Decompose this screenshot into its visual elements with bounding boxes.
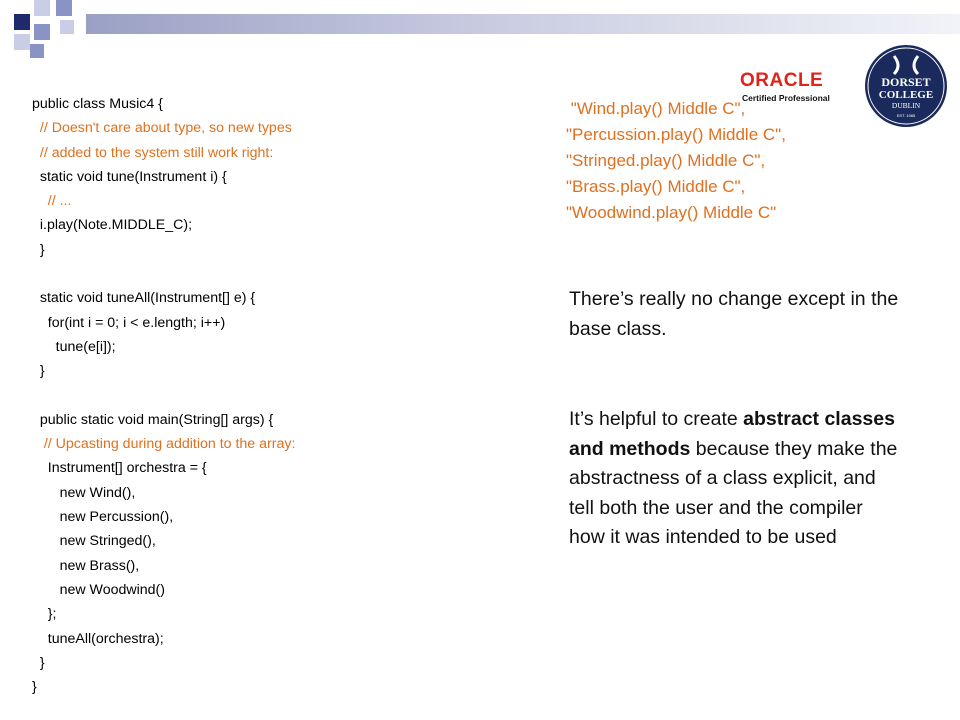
code-line: tuneAll(orchestra);: [32, 630, 164, 647]
crest-line-2: COLLEGE: [878, 89, 934, 101]
code-comment-line: // added to the system still work right:: [32, 144, 274, 161]
dorset-college-crest: [864, 44, 948, 128]
code-line: new Brass(),: [32, 557, 140, 574]
oracle-wordmark: ORACLE: [740, 70, 824, 91]
code-line: static void tune(Instrument i) {: [32, 168, 227, 185]
code-line: [32, 384, 295, 408]
code-line: new Wind(),: [32, 484, 136, 501]
code-line: Instrument[] orchestra = {: [32, 460, 207, 477]
code-line: public static void main(String[] args) {: [32, 411, 274, 428]
corner-square-light: [34, 0, 50, 16]
crest-line-1: DORSET: [881, 75, 931, 89]
oracle-certified-logo: [740, 70, 844, 110]
code-line: [32, 262, 295, 286]
code-line: public class Music4 {: [32, 96, 163, 112]
code-listing: [32, 92, 295, 699]
corner-square-navy: [14, 14, 30, 30]
crest-line-3: DUBLIN: [891, 101, 921, 110]
output-line: "Brass.play() Middle C",: [566, 177, 746, 196]
code-comment-line: // ...: [32, 193, 72, 210]
code-line: }: [32, 679, 37, 696]
code-line: i.play(Note.MIDDLE_C);: [32, 217, 193, 234]
code-comment-line: // Upcasting during addition to the array:: [32, 436, 296, 453]
output-line: "Wind.play() Middle C",: [566, 99, 746, 118]
output-line: "Stringed.play() Middle C",: [566, 151, 766, 170]
crest-line-4: EST. 1985: [896, 113, 916, 118]
code-line: tune(e[i]);: [32, 338, 116, 355]
code-comment-line: // Doesn't care about type, so new types: [32, 120, 292, 137]
para2-bold: abstract classes and methods: [569, 408, 895, 460]
corner-square-mid: [30, 44, 44, 58]
code-line: }: [32, 241, 45, 258]
output-line: "Woodwind.play() Middle C": [566, 203, 777, 222]
para2-after: because they make the abstractness of a class explicit, and tell both the user and the compiler how it was intended to be used: [569, 437, 898, 548]
abstract-classes-note: [569, 405, 899, 553]
code-line: }: [32, 654, 45, 671]
corner-square-mid: [34, 24, 50, 40]
oracle-certified-text: Certified Professional: [742, 93, 830, 103]
code-line: }: [32, 363, 45, 380]
code-line: new Percussion(),: [32, 509, 174, 526]
code-line: new Woodwind(): [32, 581, 165, 598]
base-class-note: There’s really no change except in the base class.: [569, 288, 899, 340]
code-line: for(int i = 0; i < e.length; i++): [32, 314, 226, 331]
header-gradient-bar: [86, 14, 960, 34]
code-line: new Stringed(),: [32, 533, 156, 550]
para2-before: It’s helpful to create: [569, 408, 744, 430]
output-line: "Percussion.play() Middle C",: [566, 125, 786, 144]
code-line: static void tuneAll(Instrument[] e) {: [32, 290, 256, 307]
code-line: };: [32, 606, 57, 623]
corner-square-light: [60, 20, 74, 34]
corner-square-mid: [56, 0, 72, 16]
corner-square-light: [14, 34, 30, 50]
program-output: [566, 96, 786, 226]
